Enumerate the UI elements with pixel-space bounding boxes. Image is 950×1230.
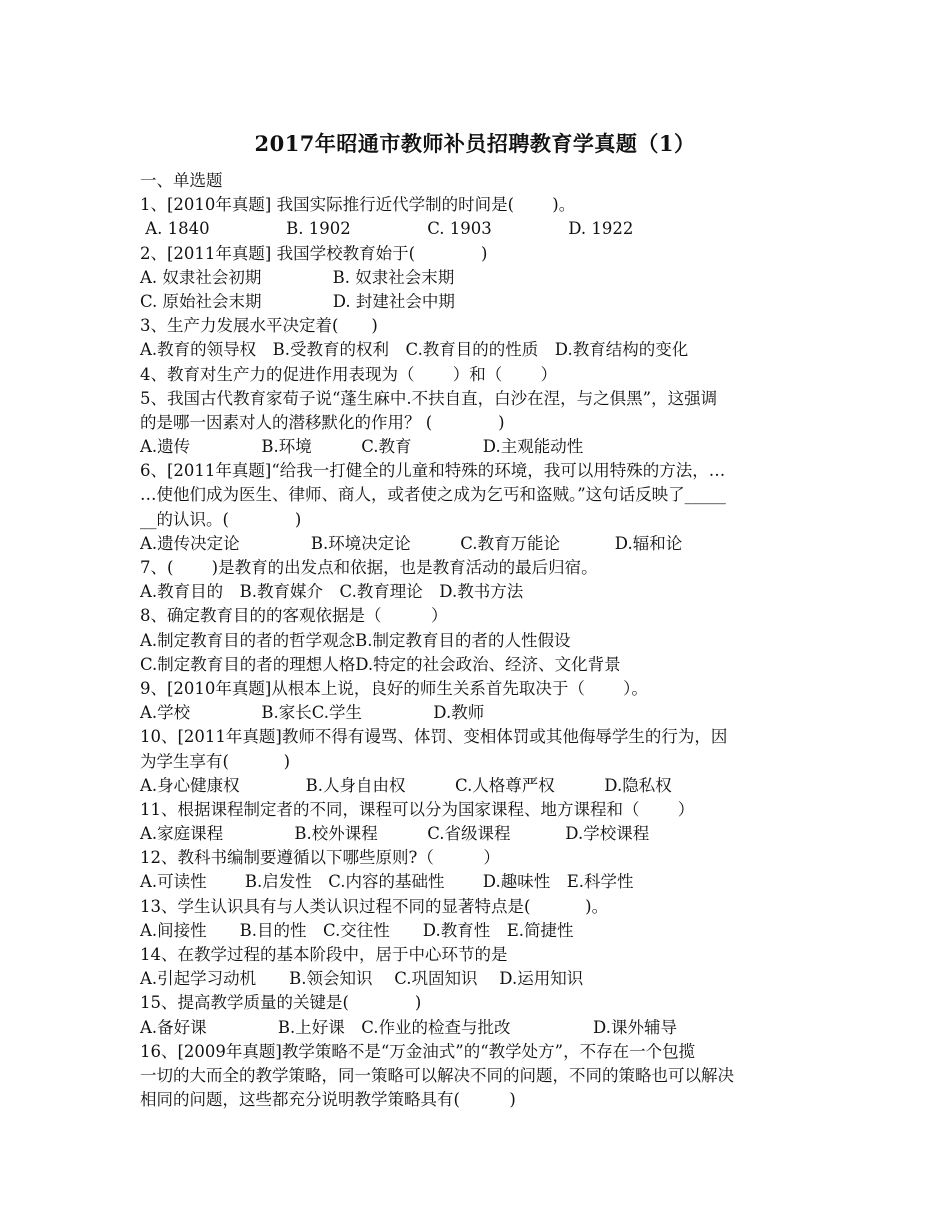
text-line: 为学生享有( ) [140, 751, 291, 771]
text-line: 5、我国古代教育家荀子说“蓬生麻中.不扶自直，白沙在涅，与之俱黑”，这强调 [140, 388, 718, 408]
text-line: A.遗传决定论 B.环境决定论 C.教育万能论 D.辐和论 [140, 533, 683, 553]
text-line: A.间接性 B.目的性 C.交往性 D.教育性 E.简捷性 [140, 920, 574, 940]
text-line: 11、根据课程制定者的不同，课程可以分为国家课程、地方课程和（ ） [140, 799, 695, 819]
document-body [140, 169, 820, 1112]
text-line: 一、单选题 [140, 171, 223, 190]
text-line: __的认识。( ) [140, 509, 302, 529]
text-line: 13、学生认识具有与人类认识过程不同的显著特点是( )。 [140, 896, 609, 916]
text-line: 4、教育对生产力的促进作用表现为（ ）和（ ） [140, 364, 557, 384]
text-line: 15、提高教学质量的关键是( ) [140, 993, 422, 1013]
text-line: C.制定教育目的者的理想人格D.特定的社会政治、经济、文化背景 [140, 654, 621, 674]
document-title: 2017年昭通市教师补员招聘教育学真题（1） [254, 131, 696, 156]
text-line: 7、( )是教育的出发点和依据，也是教育活动的最后归宿。 [140, 558, 598, 577]
text-line: 16、[2009年真题]教学策略不是“万金油式”的“教学处方”，不存在一个包揽 [140, 1041, 696, 1061]
text-line: A.制定教育目的者的哲学观念B.制定教育目的者的人性假设 [140, 630, 571, 650]
text-line: A.教育目的 B.教育媒介 C.教育理论 D.教书方法 [140, 582, 524, 602]
text-line: C. 原始社会末期 D. 封建社会中期 [140, 291, 455, 311]
text-line: 相同的问题，这些都充分说明教学策略具有( ) [140, 1090, 516, 1110]
text-line: A.家庭课程 B.校外课程 C.省级课程 D.学校课程 [140, 824, 650, 844]
text-line: A.可读性 B.启发性 C.内容的基础性 D.趣味性 E.科学性 [140, 872, 634, 892]
text-line: A.身心健康权 B.人身自由权 C.人格尊严权 D.隐私权 [140, 775, 672, 795]
text-line: 8、确定教育目的的客观依据是（ ） [140, 606, 448, 626]
text-line: A.教育的领导权 B.受教育的权利 C.教育目的的性质 D.教育结构的变化 [140, 340, 689, 360]
text-line: 3、生产力发展水平决定着( ) [140, 316, 378, 336]
text-line: 10、[2011年真题]教师不得有谩骂、体罚、变相体罚或其他侮辱学生的行为，因 [140, 727, 728, 747]
text-line: 一切的大而全的教学策略，同一策略可以解决不同的问题，不同的策略也可以解决 [140, 1065, 734, 1085]
text-line: 9、[2010年真题]从根本上说，良好的师生关系首先取决于（ ）。 [140, 678, 648, 698]
text-line: 1、[2010年真题] 我国实际推行近代学制的时间是( )。 [140, 195, 576, 215]
text-line: …使他们成为医生、律师、商人，或者使之成为乞丐和盗贼。”这句话反映了_____ [140, 485, 726, 505]
text-line: 6、[2011年真题]“给我一打健全的儿童和特殊的环境，我可以用特殊的方法，… [140, 461, 726, 481]
text-line: A.备好课 B.上好课 C.作业的检查与批改 D.课外辅导 [140, 1017, 677, 1037]
text-line: 2、[2011年真题] 我国学校教育始于( ) [140, 243, 488, 263]
text-line: A.遗传 B.环境 C.教育 D.主观能动性 [140, 437, 584, 457]
text-line: 12、教科书编制要遵循以下哪些原则?（ ） [140, 848, 500, 868]
text-line: A.引起学习动机 B.领会知识 C.巩固知识 D.运用知识 [140, 969, 584, 989]
text-line: A. 1840 B. 1902 C. 1903 D. 1922 [140, 219, 634, 239]
text-line: 的是哪一因素对人的潜移默化的作用？ ( ) [140, 412, 505, 432]
text-line: A.学校 B.家长C.学生 D.教师 [140, 703, 485, 723]
text-line: A. 奴隶社会初期 B. 奴隶社会末期 [140, 267, 455, 287]
text-line: 14、在教学过程的基本阶段中，居于中心环节的是 [140, 945, 508, 964]
